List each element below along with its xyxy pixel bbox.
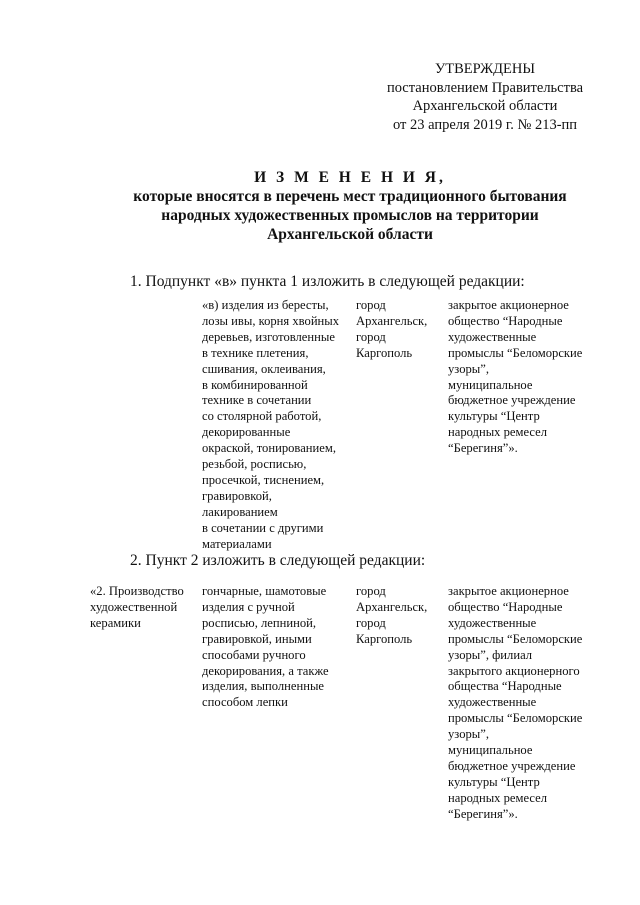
cell-line: “Берегиня”». bbox=[448, 806, 518, 821]
cell-line: «2. Производство bbox=[90, 584, 184, 598]
cell-line: народных ремесел bbox=[448, 790, 547, 805]
cell-line: изделия с ручной bbox=[202, 599, 295, 614]
document-heading bbox=[70, 168, 630, 244]
cell-line: лакированием bbox=[202, 504, 278, 519]
point-2-col-2 bbox=[202, 584, 352, 711]
cell-line: узоры”, филиал bbox=[448, 647, 533, 662]
cell-line: деревьев, изготовленные bbox=[202, 329, 335, 344]
cell-line: закрытое акционерное bbox=[448, 298, 569, 312]
approval-line: постановлением Правительства bbox=[386, 79, 584, 96]
cell-line: город bbox=[356, 329, 386, 344]
cell-line: гравировкой, иными bbox=[202, 631, 312, 646]
cell-line: город bbox=[356, 584, 386, 598]
document-subtitle: которые вносятся в перечень мест традиционного бытования bbox=[133, 188, 567, 205]
cell-line: закрытое акционерное bbox=[448, 584, 569, 598]
cell-line: росписью, лепниной, bbox=[202, 615, 317, 630]
cell-line: изделия, выполненные bbox=[202, 679, 325, 694]
document-subtitle: народных художественных промыслов на территории bbox=[161, 207, 539, 224]
cell-line: промыслы “Беломорские bbox=[448, 711, 583, 726]
cell-line: материалами bbox=[202, 536, 272, 551]
cell-line: в сочетании с другими bbox=[202, 520, 324, 535]
cell-line: гравировкой, bbox=[202, 488, 272, 503]
cell-line: керамики bbox=[90, 615, 141, 630]
cell-line: технике в сочетании bbox=[202, 393, 312, 408]
cell-line: муниципальное bbox=[448, 377, 533, 392]
cell-line: художественной bbox=[90, 599, 178, 614]
cell-line: в технике плетения, bbox=[202, 345, 309, 360]
cell-line: “Берегиня”». bbox=[448, 441, 518, 456]
point-1-col-2 bbox=[202, 298, 352, 553]
cell-line: бюджетное учреждение bbox=[448, 393, 576, 408]
cell-line: резьбой, росписью, bbox=[202, 457, 307, 472]
cell-line: со столярной работой, bbox=[202, 409, 322, 424]
document-title: И З М Е Н Е Н И Я, bbox=[254, 169, 446, 186]
cell-line: в комбинированной bbox=[202, 377, 308, 392]
cell-line: узоры”, bbox=[448, 361, 489, 376]
cell-line: культуры “Центр bbox=[448, 774, 540, 789]
cell-line: способом лепки bbox=[202, 695, 288, 710]
point-2-col-3 bbox=[356, 584, 441, 648]
point-2-text: 2. Пункт 2 изложить в следующей редакции: bbox=[130, 552, 426, 569]
cell-line: художественные bbox=[448, 615, 537, 630]
cell-line: узоры”, bbox=[448, 727, 489, 742]
approval-title: УТВЕРЖДЕНЫ bbox=[434, 61, 536, 77]
cell-line: бюджетное учреждение bbox=[448, 758, 576, 773]
cell-line: Каргополь bbox=[356, 345, 413, 360]
cell-line: культуры “Центр bbox=[448, 409, 540, 424]
cell-line: город bbox=[356, 615, 386, 630]
cell-line: Архангельск, bbox=[356, 599, 428, 614]
cell-line: окраской, тонированием, bbox=[202, 441, 336, 456]
point-2-col-4 bbox=[448, 584, 608, 823]
point-1-col-4 bbox=[448, 298, 608, 457]
cell-line: народных ремесел bbox=[448, 425, 547, 440]
cell-line: общество “Народные bbox=[448, 599, 563, 614]
cell-line: декорирования, а также bbox=[202, 663, 329, 678]
point-1-text: 1. Подпункт «в» пункта 1 изложить в следующей редакции: bbox=[130, 273, 525, 290]
point-2-col-1 bbox=[90, 584, 195, 632]
cell-line: художественные bbox=[448, 329, 537, 344]
cell-line: промыслы “Беломорские bbox=[448, 631, 583, 646]
cell-line: общество “Народные bbox=[448, 313, 563, 328]
cell-line: сшивания, оклеивания, bbox=[202, 361, 326, 376]
cell-line: «в) изделия из бересты, bbox=[202, 298, 329, 312]
cell-line: общества “Народные bbox=[448, 679, 562, 694]
cell-line: город bbox=[356, 298, 386, 312]
approval-block bbox=[360, 60, 610, 134]
cell-line: Архангельск, bbox=[356, 313, 428, 328]
document-subtitle: Архангельской области bbox=[267, 226, 433, 243]
cell-line: способами ручного bbox=[202, 647, 306, 662]
cell-line: декорированные bbox=[202, 425, 291, 440]
approval-line: Архангельской области bbox=[412, 98, 558, 114]
cell-line: гончарные, шамотовые bbox=[202, 584, 327, 598]
cell-line: муниципальное bbox=[448, 743, 533, 758]
cell-line: просечкой, тиснением, bbox=[202, 472, 325, 487]
point-1-col-3 bbox=[356, 298, 441, 362]
cell-line: закрытого акционерного bbox=[448, 663, 580, 678]
cell-line: промыслы “Беломорские bbox=[448, 345, 583, 360]
cell-line: художественные bbox=[448, 695, 537, 710]
approval-date: от 23 апреля 2019 г. № 213-пп bbox=[392, 116, 578, 133]
cell-line: лозы ивы, корня хвойных bbox=[202, 313, 340, 328]
cell-line: Каргополь bbox=[356, 631, 413, 646]
